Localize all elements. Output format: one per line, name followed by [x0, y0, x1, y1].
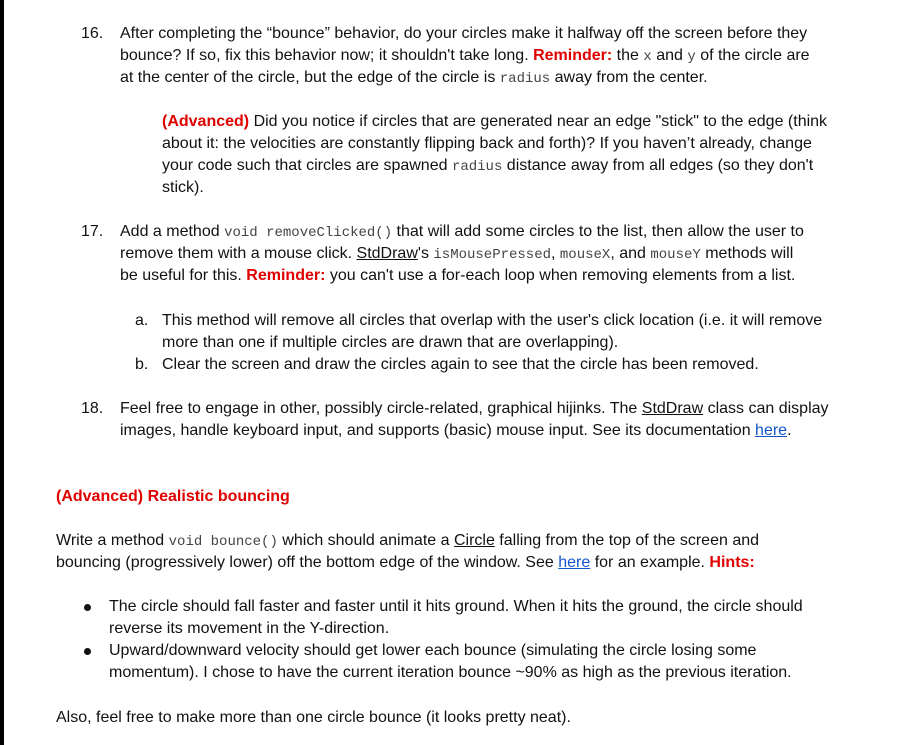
closing-line: Also, feel free to make more than one circle bounce (it looks pretty neat).: [56, 709, 571, 726]
code-remove-clicked: void removeClicked(): [224, 225, 393, 241]
item-17-line-3: be useful for this. Reminder: you can't use a for-each loop when removing elements from a list.: [120, 267, 796, 284]
code-mouse-y: mouseY: [650, 247, 701, 263]
sub-item-b-line-1: Clear the screen and draw the circles again to see that the circle has been removed.: [162, 356, 759, 373]
advanced-note-line-2: about it: the velocities are constantly flipping back and forth)? If you haven’t already, change: [162, 135, 812, 152]
bullet-1-line-1: The circle should fall faster and faster until it hits ground. When it hits the ground, the circle should: [109, 598, 803, 615]
documentation-here-link[interactable]: here: [755, 422, 788, 439]
reminder-label: Reminder:: [533, 47, 613, 64]
bullet-2-line-2: momentum). I chose to have the current iteration bounce ~90% as high as the previous iteration.: [109, 664, 792, 681]
stddraw-link-2[interactable]: StdDraw: [641, 400, 704, 417]
section-paragraph-line-1: Write a method void bounce() which should animate a Circle falling from the top of the screen and: [56, 532, 760, 550]
section-heading: (Advanced) Realistic bouncing: [56, 488, 290, 505]
item-18-line-1: Feel free to engage in other, possibly circle-related, graphical hijinks. The StdDraw class can display: [120, 400, 829, 417]
code-mouse-x: mouseX: [559, 247, 611, 263]
item-16-line-1: After completing the “bounce” behavior, do your circles make it halfway off the screen before they: [120, 25, 808, 42]
code-is-mouse-pressed: isMousePressed: [433, 247, 552, 263]
bullet-2-line-1: Upward/downward velocity should get lower each bounce (simulating the circle losing some: [109, 642, 757, 659]
item-17-number: 17.: [81, 223, 104, 240]
reminder-label-2: Reminder:: [246, 267, 326, 284]
sub-item-a-line-2: more than one if multiple circles are drawn that are overlapping).: [162, 334, 619, 351]
section-paragraph-line-2: bouncing (progressively lower) off the bottom edge of the window. See here for an example. Hints:: [56, 554, 755, 571]
item-18-number: 18.: [81, 400, 104, 417]
sub-item-a-line-1: This method will remove all circles that overlap with the user's click location (i.e. it will remove: [162, 312, 823, 329]
advanced-label: (Advanced): [162, 113, 250, 130]
bullet-1-dot: [84, 604, 91, 611]
bullet-2-dot: [84, 648, 91, 655]
stddraw-link[interactable]: StdDraw: [356, 245, 418, 262]
sub-item-a-label: a.: [135, 312, 149, 329]
item-16-line-3: at the center of the circle, but the edge of the circle is radius away from the center.: [120, 69, 708, 87]
example-here-link[interactable]: here: [558, 554, 591, 571]
item-17-line-1: Add a method void removeClicked() that will add some circles to the list, then allow the user to: [120, 223, 804, 241]
advanced-note-line-1: (Advanced) Did you notice if circles that are generated near an edge "stick" to the edge (think: [162, 113, 828, 130]
item-18-line-2: images, handle keyboard input, and supports (basic) mouse input. See its documentation here.: [120, 422, 792, 439]
code-x: x: [643, 49, 652, 65]
code-radius-2: radius: [451, 159, 503, 175]
code-bounce: void bounce(): [168, 534, 278, 550]
code-radius: radius: [499, 71, 551, 87]
bullet-1-line-2: reverse its movement in the Y-direction.: [109, 620, 390, 637]
hints-label: Hints:: [709, 554, 755, 571]
item-16-line-2: bounce? If so, fix this behavior now; it shouldn't take long. Reminder: the x and y of the circle are: [120, 47, 810, 65]
advanced-note-line-3: your code such that circles are spawned radius distance away from all edges (so they don't: [162, 157, 814, 175]
item-16-number: 16.: [81, 25, 104, 42]
item-17-line-2: remove them with a mouse click. StdDraw's isMousePressed, mouseX, and mouseY methods will: [120, 245, 794, 263]
code-y: y: [687, 49, 696, 65]
window-edge: [0, 0, 4, 745]
advanced-note-line-4: stick).: [162, 179, 204, 196]
circle-link[interactable]: Circle: [453, 532, 495, 549]
sub-item-b-label: b.: [135, 356, 149, 373]
